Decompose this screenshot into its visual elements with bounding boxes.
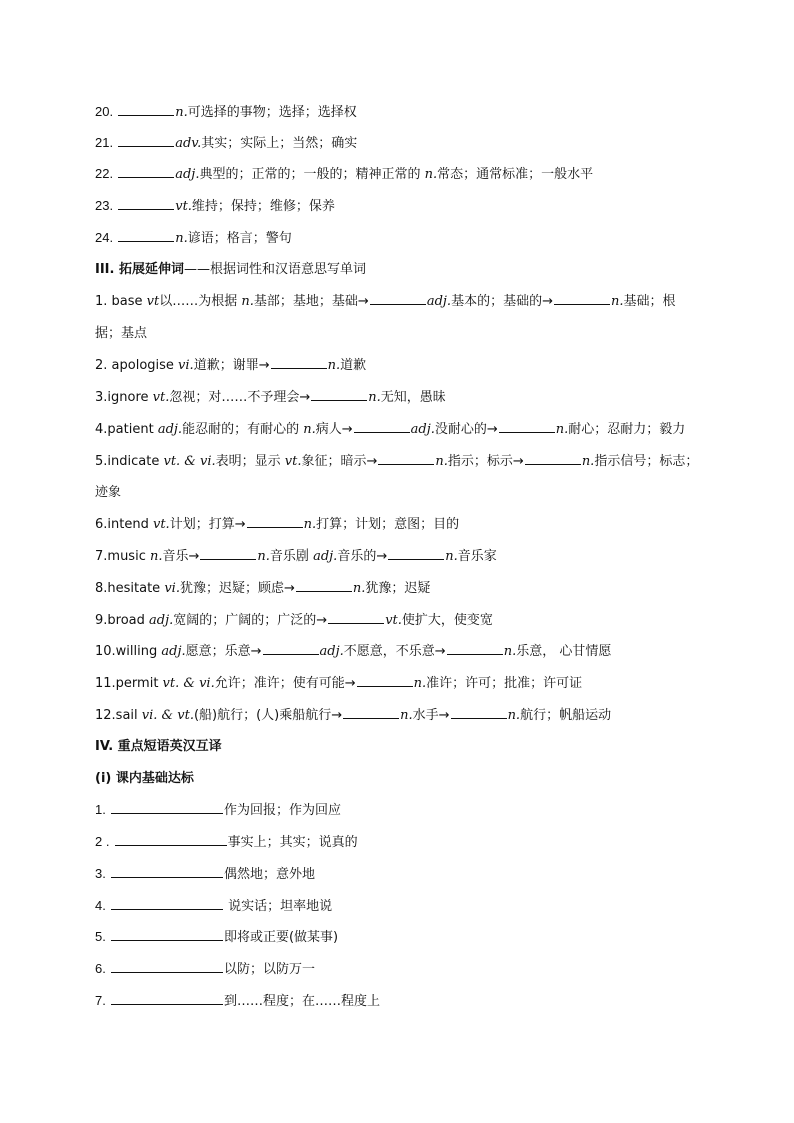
item-number: 22. (95, 166, 114, 181)
definition: 能忍耐的；有耐心的 (182, 422, 304, 437)
part-of-speech: vi. & vt. (141, 708, 194, 723)
part-of-speech: n. (581, 454, 595, 469)
answer-blank[interactable] (271, 355, 327, 369)
headword: 10.willing (95, 644, 162, 659)
answer-blank[interactable] (357, 673, 413, 687)
meaning: 可选择的事物；选择；选择权 (187, 105, 357, 120)
part-of-speech: adj. (149, 613, 174, 628)
word-family-item (95, 355, 704, 375)
subsection-heading (95, 769, 704, 789)
headword: 3.ignore (95, 390, 153, 405)
definition: 病人→ (315, 422, 353, 437)
headword: 12.sail (95, 708, 142, 723)
item-number: 6. (95, 961, 106, 976)
headword: 7.music (95, 549, 150, 564)
part-of-speech: n. (175, 231, 188, 246)
vocab-item (95, 102, 704, 122)
definition: 道歉 (340, 358, 367, 373)
definition: 音乐→ (162, 549, 200, 564)
part-of-speech: vt. (152, 390, 170, 405)
answer-blank[interactable] (115, 832, 227, 846)
definition: 允许；准许；使有可能→ (214, 676, 356, 691)
answer-blank[interactable] (447, 641, 503, 655)
section-heading (95, 260, 704, 280)
answer-blank[interactable] (554, 291, 610, 305)
item-number: 2 . (95, 834, 110, 849)
item-number: 24. (95, 230, 114, 245)
answer-blank[interactable] (111, 959, 223, 973)
answer-blank[interactable] (247, 514, 303, 528)
part-of-speech: vi. (164, 581, 180, 596)
definition: 乐意， 心甘情愿 (516, 644, 612, 659)
answer-blank[interactable] (111, 864, 223, 878)
part-of-speech: n. (413, 676, 427, 691)
definition: 航行；帆船运动 (520, 708, 612, 723)
subsection-title: (i) 课内基础达标 (95, 771, 194, 786)
word-family-item (95, 705, 704, 725)
answer-blank[interactable] (499, 419, 555, 433)
word-family-item (95, 451, 704, 471)
answer-blank[interactable] (200, 546, 256, 560)
phrase-item (95, 832, 704, 852)
part-of-speech: n. (303, 422, 316, 437)
meaning: 谚语；格言；警句 (187, 231, 292, 246)
word-family-item (95, 419, 704, 439)
part-of-speech: vt (146, 294, 160, 309)
vocab-item (95, 196, 704, 216)
definition: 耐心；忍耐力；毅力 (568, 422, 686, 437)
meaning: 说实话；坦率地说 (223, 899, 333, 914)
definition: 音乐剧 (269, 549, 314, 564)
part-of-speech: adj. (410, 422, 435, 437)
definition: 使扩大，使变宽 (401, 613, 493, 628)
item-number: 21. (95, 135, 114, 150)
answer-blank[interactable] (111, 896, 223, 910)
definition: (船)航行；(人)乘船航行→ (193, 708, 343, 723)
answer-blank[interactable] (118, 164, 174, 178)
definition: 迹象 (95, 485, 122, 500)
part-of-speech: n. (352, 581, 366, 596)
phrase-item (95, 800, 704, 820)
word-family-item (95, 546, 704, 566)
meaning: 作为回报；作为回应 (223, 803, 341, 818)
definition: 愿意；乐意→ (185, 644, 262, 659)
part-of-speech: vt. & vi. (163, 454, 216, 469)
continuation-line (95, 483, 704, 503)
definition: 据；基点 (95, 326, 148, 341)
continuation-line (95, 324, 704, 344)
answer-blank[interactable] (354, 419, 410, 433)
part-of-speech: n. (445, 549, 458, 564)
item-number: 5. (95, 929, 106, 944)
part-of-speech: adj. (157, 422, 183, 437)
part-of-speech: n. (400, 708, 413, 723)
meaning: 其实；实际上；当然；确实 (201, 136, 358, 151)
item-number: 7. (95, 993, 106, 1008)
headword: 11.permit (95, 676, 163, 691)
meaning: 典型的；正常的；一般的；精神正常的 (199, 167, 425, 182)
part-of-speech: vt. & vi. (162, 676, 215, 691)
part-of-speech: adv. (175, 136, 202, 151)
definition: 打算；计划；意图；目的 (316, 517, 460, 532)
part-of-speech: adj. (319, 644, 344, 659)
definition: 以……为根据 (159, 294, 242, 309)
part-of-speech: adj. (161, 644, 186, 659)
definition: 不愿意，不乐意→ (343, 644, 446, 659)
part-of-speech: vt. (284, 454, 302, 469)
meaning: 即将或正要(做某事) (223, 930, 339, 945)
part-of-speech: vt. (175, 199, 192, 214)
definition: 基部；基地；基础→ (253, 294, 369, 309)
headword: 9.broad (95, 613, 150, 628)
part-of-speech: vt. (385, 613, 402, 628)
meaning: 事实上；其实；说真的 (227, 835, 358, 850)
answer-blank[interactable] (370, 291, 426, 305)
definition: 犹豫；迟疑 (365, 581, 431, 596)
part-of-speech: n. (257, 549, 270, 564)
answer-blank[interactable] (111, 991, 223, 1005)
word-family-item (95, 514, 704, 534)
definition: 道歉；谢罪→ (193, 358, 270, 373)
definition: 象征；暗示→ (301, 454, 378, 469)
section-title: IV. 重点短语英汉互译 (95, 739, 222, 754)
part-of-speech: adj. (426, 294, 452, 309)
meaning: 到……程度；在……程度上 (223, 994, 380, 1009)
meaning: 偶然地；意外地 (223, 867, 315, 882)
definition: 计划；打算→ (169, 517, 246, 532)
headword: 2. apologise (95, 358, 179, 373)
word-family-item (95, 641, 704, 661)
answer-blank[interactable] (525, 451, 581, 465)
answer-blank[interactable] (311, 387, 367, 401)
section-title: III. 拓展延伸词 (95, 262, 184, 277)
definition: 宽阔的；广阔的；广泛的→ (173, 613, 328, 628)
part-of-speech: adj. (175, 167, 200, 182)
definition: 基本的；基础的→ (451, 294, 553, 309)
definition: 指示信号；标志； (594, 454, 699, 469)
meaning: 以防；以防万一 (223, 962, 315, 977)
vocab-item (95, 228, 704, 248)
word-family-item (95, 578, 704, 598)
definition: 指示；标示→ (447, 454, 524, 469)
definition: 水手→ (412, 708, 450, 723)
headword: 1. base (95, 294, 147, 309)
part-of-speech: n. (368, 390, 381, 405)
headword: 4.patient (95, 422, 158, 437)
part-of-speech: vi. (178, 358, 194, 373)
part-of-speech: n. (241, 294, 254, 309)
answer-blank[interactable] (328, 610, 384, 624)
definition: 没耐心的→ (434, 422, 498, 437)
part-of-speech: n. (303, 517, 317, 532)
part-of-speech: n. (149, 549, 163, 564)
vocab-item (95, 133, 704, 153)
part-of-speech: n. (327, 358, 341, 373)
item-number: 4. (95, 898, 106, 913)
answer-blank[interactable] (118, 102, 174, 116)
phrase-item (95, 864, 704, 884)
phrase-item (95, 959, 704, 979)
part-of-speech: n. (610, 294, 624, 309)
definition: 忽视；对……不予理会→ (169, 390, 311, 405)
vocab-item (95, 164, 704, 184)
part-of-speech: n. (435, 454, 448, 469)
part-of-speech: vt. (152, 517, 170, 532)
definition: 犹豫；迟疑；顾虑→ (179, 581, 295, 596)
definition: 无知，愚昧 (380, 390, 446, 405)
answer-blank[interactable] (263, 641, 319, 655)
answer-blank[interactable] (111, 800, 223, 814)
item-number: 23. (95, 198, 114, 213)
item-number: 1. (95, 802, 106, 817)
answer-blank[interactable] (118, 133, 174, 147)
definition: 准许；许可；批准；许可证 (426, 676, 583, 691)
headword: 5.indicate (95, 454, 164, 469)
answer-blank[interactable] (388, 546, 444, 560)
word-family-item (95, 387, 704, 407)
part-of-speech: n. (175, 105, 188, 120)
item-number: 20. (95, 104, 114, 119)
word-family-item (95, 610, 704, 630)
word-family-item (95, 673, 704, 693)
part-of-speech: n. (507, 708, 521, 723)
answer-blank[interactable] (118, 196, 174, 210)
headword: 6.intend (95, 517, 153, 532)
part-of-speech: n. (424, 167, 438, 182)
part-of-speech: adj. (313, 549, 338, 564)
section-heading (95, 737, 704, 757)
answer-blank[interactable] (111, 927, 223, 941)
part-of-speech: n. (503, 644, 517, 659)
word-family-item (95, 291, 704, 311)
answer-blank[interactable] (118, 228, 174, 242)
item-number: 3. (95, 866, 106, 881)
answer-blank[interactable] (378, 451, 434, 465)
definition: 音乐家 (457, 549, 497, 564)
phrase-item (95, 927, 704, 947)
meaning: 维持；保持；维修；保养 (191, 199, 335, 214)
answer-blank[interactable] (451, 705, 507, 719)
answer-blank[interactable] (296, 578, 352, 592)
answer-blank[interactable] (343, 705, 399, 719)
part-of-speech: n. (555, 422, 569, 437)
headword: 8.hesitate (95, 581, 165, 596)
section-instructions: ——根据词性和汉语意思写单词 (183, 262, 366, 277)
meaning: 常态；通常标准；一般水平 (437, 167, 594, 182)
definition: 基础；根 (623, 294, 676, 309)
phrase-item (95, 896, 704, 916)
phrase-item (95, 991, 704, 1011)
definition: 音乐的→ (337, 549, 388, 564)
definition: 表明；显示 (215, 454, 285, 469)
